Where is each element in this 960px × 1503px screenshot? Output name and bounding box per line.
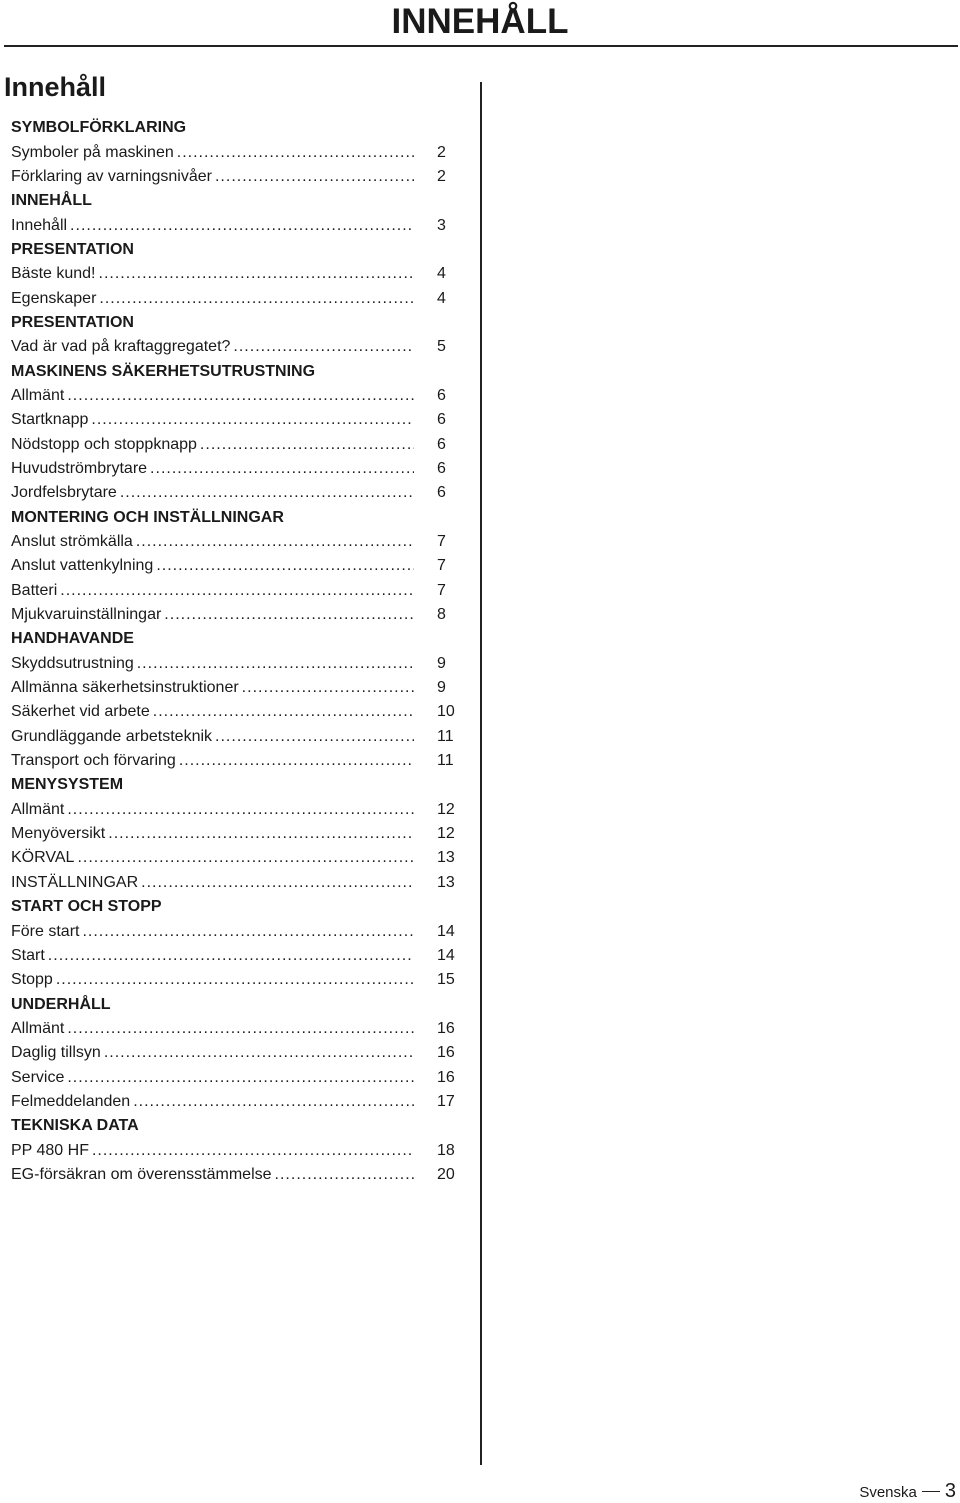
toc-entry-title: Säkerhet vid arbete <box>11 703 150 721</box>
toc-entry <box>11 652 458 676</box>
toc-entry-title: Förklaring av varningsnivåer <box>11 167 212 185</box>
toc-entry <box>11 1017 458 1041</box>
toc-entry-title: Service <box>11 1068 65 1086</box>
toc-entry <box>11 335 458 359</box>
toc-entry-title: Allmänt <box>11 1019 65 1037</box>
toc-entry <box>11 1041 458 1065</box>
toc-page-number: 7 <box>437 557 446 575</box>
toc-entry-title: EG-försäkran om överensstämmelse <box>11 1165 272 1183</box>
toc-entry <box>11 554 458 578</box>
column-divider <box>480 82 482 1465</box>
toc-dot-leader <box>104 1044 414 1062</box>
toc-dot-leader <box>67 1069 414 1087</box>
toc-page-number: 18 <box>437 1141 455 1159</box>
toc-section-heading <box>11 116 458 140</box>
toc-section-heading <box>11 895 458 919</box>
toc-entry-title: Anslut vattenkylning <box>11 557 154 575</box>
toc-page-number: 6 <box>437 435 446 453</box>
toc-dot-leader <box>141 874 414 892</box>
toc-entry <box>11 1163 458 1187</box>
toc-section-title: UNDERHÅLL <box>11 995 111 1013</box>
toc-dot-leader <box>200 436 414 454</box>
toc-dot-leader <box>156 557 414 575</box>
toc-dot-leader <box>77 849 414 867</box>
toc-entry-title: Batteri <box>11 581 58 599</box>
toc-page-number: 12 <box>437 800 455 818</box>
toc-dot-leader <box>67 801 414 819</box>
toc-dot-leader <box>275 1166 414 1184</box>
toc-dot-leader <box>108 825 414 843</box>
toc-entry <box>11 919 458 943</box>
toc-page-number: 3 <box>437 216 446 234</box>
toc-entry <box>11 457 458 481</box>
toc-entry-title: Före start <box>11 922 80 940</box>
toc-section-heading <box>11 359 458 383</box>
toc-section-title: START OCH STOPP <box>11 898 162 916</box>
toc-entry <box>11 749 458 773</box>
toc-entry <box>11 286 458 310</box>
toc-section-heading <box>11 189 458 213</box>
toc-section-title: PRESENTATION <box>11 240 134 258</box>
toc-entry-title: Startknapp <box>11 411 89 429</box>
toc-entry <box>11 944 458 968</box>
toc-dot-leader <box>137 655 414 673</box>
page-header-title: INNEHÅLL <box>391 2 569 41</box>
toc-entry-title: INSTÄLLNINGAR <box>11 873 139 891</box>
toc-section-heading <box>11 1114 458 1138</box>
toc-entry <box>11 700 458 724</box>
toc-page-number: 10 <box>437 703 455 721</box>
toc-entry-title: Vad är vad på kraftaggregatet? <box>11 338 231 356</box>
toc-page-number: 5 <box>437 338 446 356</box>
table-of-contents <box>11 116 458 1187</box>
toc-entry <box>11 871 458 895</box>
toc-dot-leader <box>82 923 414 941</box>
toc-page-number: 6 <box>437 484 446 502</box>
toc-entry-title: Egenskaper <box>11 289 97 307</box>
toc-page-number: 11 <box>437 752 454 770</box>
toc-entry-title: Allmänna säkerhetsinstruktioner <box>11 679 239 697</box>
toc-page-number: 4 <box>437 289 446 307</box>
toc-entry <box>11 213 458 237</box>
toc-page-number: 16 <box>437 1019 455 1037</box>
toc-entry-title: PP 480 HF <box>11 1141 89 1159</box>
toc-page-number: 14 <box>437 946 455 964</box>
toc-page-number: 7 <box>437 533 446 551</box>
toc-dot-leader <box>150 460 414 478</box>
toc-page-number: 9 <box>437 654 446 672</box>
toc-dot-leader <box>99 290 414 308</box>
toc-entry <box>11 140 458 164</box>
toc-entry <box>11 530 458 554</box>
toc-entry <box>11 603 458 627</box>
toc-entry <box>11 165 458 189</box>
toc-entry-title: Nödstopp och stoppknapp <box>11 435 197 453</box>
toc-entry-title: Jordfelsbrytare <box>11 484 117 502</box>
toc-section-heading <box>11 773 458 797</box>
toc-page-number: 2 <box>437 167 446 185</box>
toc-page-number: 6 <box>437 411 446 429</box>
toc-page-number: 7 <box>437 581 446 599</box>
toc-section-heading <box>11 238 458 262</box>
toc-dot-leader <box>120 484 414 502</box>
toc-dot-leader <box>164 606 414 624</box>
toc-dot-leader <box>136 533 414 551</box>
toc-page-number: 13 <box>437 873 455 891</box>
toc-page-number: 17 <box>437 1092 455 1110</box>
toc-entry-title: Innehåll <box>11 216 68 234</box>
toc-page-number: 8 <box>437 606 446 624</box>
toc-entry-title: Menyöversikt <box>11 825 106 843</box>
toc-dot-leader <box>99 265 415 283</box>
toc-page-number: 6 <box>437 386 446 404</box>
toc-dot-leader <box>179 752 414 770</box>
toc-entry <box>11 408 458 432</box>
toc-section-title: PRESENTATION <box>11 313 134 331</box>
toc-page-number: 2 <box>437 143 446 161</box>
footer-page-number: 3 <box>944 1480 956 1502</box>
toc-dot-leader <box>70 217 414 235</box>
toc-entry <box>11 798 458 822</box>
toc-dot-leader <box>67 1020 414 1038</box>
toc-entry-title: Start <box>11 946 45 964</box>
toc-entry <box>11 579 458 603</box>
toc-entry-title: Skyddsutrustning <box>11 654 134 672</box>
toc-dot-leader <box>215 728 414 746</box>
toc-section-heading <box>11 627 458 651</box>
toc-entry <box>11 822 458 846</box>
toc-page-number: 4 <box>437 265 446 283</box>
toc-entry-title: Huvudströmbrytare <box>11 459 148 477</box>
toc-page-number: 15 <box>437 971 455 989</box>
toc-section-title: TEKNISKA DATA <box>11 1117 139 1135</box>
toc-dot-leader <box>91 411 414 429</box>
toc-entry-title: Mjukvaruinställningar <box>11 606 162 624</box>
toc-dot-leader <box>60 582 414 600</box>
toc-page-number: 11 <box>437 727 454 745</box>
toc-entry <box>11 384 458 408</box>
toc-entry <box>11 676 458 700</box>
toc-page-number: 20 <box>437 1165 455 1183</box>
footer-dash <box>922 1491 940 1492</box>
toc-dot-leader <box>215 168 414 186</box>
toc-dot-leader <box>242 679 414 697</box>
toc-entry-title: Allmänt <box>11 386 65 404</box>
toc-section-heading <box>11 311 458 335</box>
toc-section-title: MENYSYSTEM <box>11 776 124 794</box>
toc-page-number: 16 <box>437 1068 455 1086</box>
toc-section-heading <box>11 506 458 530</box>
toc-entry <box>11 725 458 749</box>
toc-entry <box>11 1090 458 1114</box>
toc-entry <box>11 432 458 456</box>
toc-page-number: 14 <box>437 922 455 940</box>
toc-entry <box>11 1138 458 1162</box>
toc-dot-leader <box>177 144 414 162</box>
toc-entry <box>11 1065 458 1089</box>
toc-entry-title: Felmeddelanden <box>11 1092 131 1110</box>
toc-dot-leader <box>233 338 414 356</box>
toc-page-number: 9 <box>437 679 446 697</box>
toc-entry <box>11 846 458 870</box>
toc-page-number: 16 <box>437 1044 455 1062</box>
toc-entry-title: Anslut strömkälla <box>11 533 133 551</box>
toc-entry-title: Allmänt <box>11 800 65 818</box>
toc-page-number: 12 <box>437 825 455 843</box>
toc-entry-title: KÖRVAL <box>11 849 75 867</box>
toc-entry <box>11 968 458 992</box>
toc-page-number: 6 <box>437 459 446 477</box>
toc-entry-title: Stopp <box>11 971 53 989</box>
toc-heading: Innehåll <box>4 72 107 102</box>
toc-section-title: MONTERING OCH INSTÄLLNINGAR <box>11 508 284 526</box>
toc-page-number: 13 <box>437 849 455 867</box>
toc-dot-leader <box>153 703 414 721</box>
footer-language: Svenska <box>859 1484 917 1501</box>
toc-dot-leader <box>133 1093 414 1111</box>
toc-dot-leader <box>92 1142 414 1160</box>
toc-entry-title: Daglig tillsyn <box>11 1044 101 1062</box>
toc-entry-title: Grundläggande arbetsteknik <box>11 727 213 745</box>
toc-section-title: SYMBOLFÖRKLARING <box>11 119 187 137</box>
toc-entry <box>11 481 458 505</box>
toc-entry-title: Bäste kund! <box>11 265 96 283</box>
header-divider <box>4 45 958 47</box>
toc-entry <box>11 262 458 286</box>
toc-section-title: HANDHAVANDE <box>11 630 134 648</box>
toc-dot-leader <box>67 387 414 405</box>
toc-dot-leader <box>56 971 414 989</box>
toc-section-title: INNEHÅLL <box>11 192 92 210</box>
toc-section-heading <box>11 992 458 1016</box>
toc-entry-title: Symboler på maskinen <box>11 143 174 161</box>
toc-section-title: MASKINENS SÄKERHETSUTRUSTNING <box>11 362 316 380</box>
page-footer <box>859 1480 956 1503</box>
toc-entry-title: Transport och förvaring <box>11 752 176 770</box>
toc-dot-leader <box>48 947 414 965</box>
